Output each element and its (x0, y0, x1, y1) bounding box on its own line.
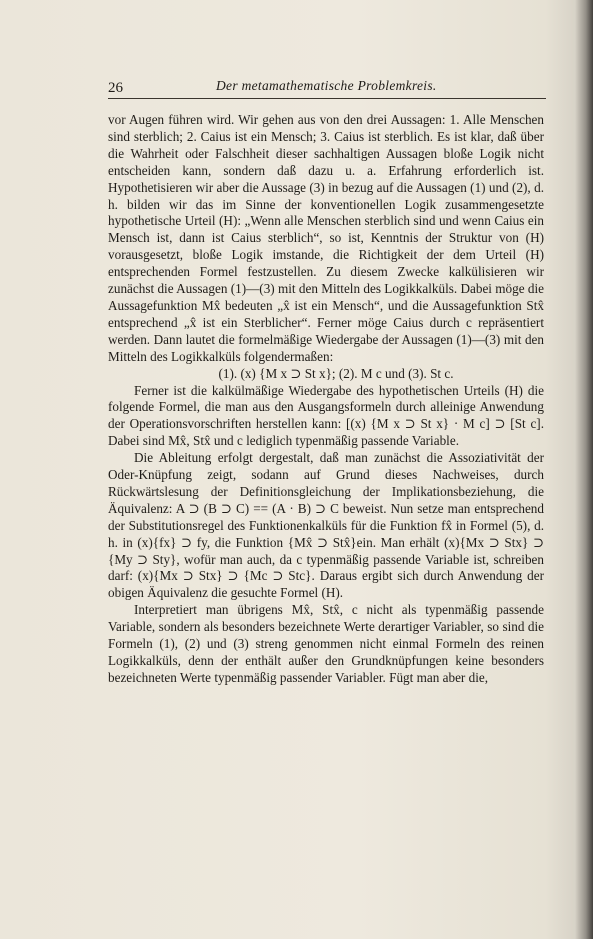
paragraph-4: Interpretiert man übrigens Mx̂, Stx̂, c nicht als typenmäßig passende Variable, sondern als besonders bezeichnete Werte derartiger Variabler, so sind die Formeln (1), (2) und (3) streng genommen nicht einmal Formeln des reinen Logikkalküls, denn der enthält außer den Grundknüpfungen keine besonders bezeichneten Werte typenmäßig passender Variabler. Fügt man aber die, (108, 602, 544, 685)
running-title: Der metamathematische Problemkreis. (216, 78, 437, 93)
paragraph-1: vor Augen führen wird. Wir gehen aus von den drei Aussagen: 1. Alle Menschen sind sterblich; 2. Caius ist ein Mensch; 3. Caius ist sterblich. Es ist klar, daß über die Wahrheit oder Falschheit dieser sachhaltigen Aussagen bloße Logik nicht entscheiden kann, sondern daß dazu u. a. Erfahrung erforderlich ist. Hypothetisieren wir aber die Aussage (3) in bezug auf die Aussagen (1) und (2), d. h. bilden wir das im Sinne der konventionellen Logik zusammengesetzte hypothetische Urteil (H): „Wenn alle Menschen sterblich sind und wenn Caius ein Mensch ist, dann ist Caius sterblich“, so ist, Kenntnis der Struktur von (H) vorausgesetzt, bloße Logik imstande, die Richtigkeit der dem Urteil (H) entsprechenden Formel festzustellen. Zu diesem Zwecke kalkülisieren wir zunächst die Aussagen (1)—(3) mit den Mitteln des Logikkalküls. Dabei möge die Aussagefunktion Mx̂ bedeuten „x̂ ist ein Mensch“, und die Aussagefunktion Stx̂ entsprechend „x̂ ist ein Sterblicher“. Ferner möge Caius durch c repräsentiert werden. Dann lautet die formelmäßige Wiedergabe der Aussagen (1)—(3) mit den Mitteln des Logikkalküls folgendermaßen: (108, 112, 544, 364)
paragraph-2: Ferner ist die kalkülmäßige Wiedergabe des hypothetischen Urteils (H) die folgende Formel, die man aus den Ausgangsformeln durch alleinige Anwendung der Operationsvorschriften herstellen kann: [(x) {M x ⊃ St x} · M c] ⊃ [St c]. Dabei sind Mx̂, Stx̂ und c lediglich typenmäßig passende Variable. (108, 382, 544, 449)
page-number: 26 (108, 80, 123, 96)
page-header (108, 78, 546, 99)
page-edge-shadow (575, 0, 593, 939)
paragraph-3: Die Ableitung erfolgt dergestalt, daß man zunächst die Assoziativität der Oder-Knüpfung zeigt, sodann auf Grund dieses Nachweises, durch Rückwärtslesung der Definitionsgleichung der Implikationsbeziehung, die Äquivalenz: A ⊃ (B ⊃ C) == (A · B) ⊃ C beweist. Nun setze man entsprechend der Substitutionsregel des Funktionenkalküls für die Funktion fx̂ in Formel (5), d. h. in (x){fx} ⊃ fy, die Funktion {Mx̂ ⊃ Stx̂}ein. Man erhält (x){Mx ⊃ Stx} ⊃ {My ⊃ Sty}, wofür man auch, da c typenmäßig passende Variable ist, schreiben darf: (x){Mx ⊃ Stx} ⊃ {Mc ⊃ Stc}. Daraus ergibt sich durch Anwendung der obigen Äquivalenz die gesuchte Formel (H). (108, 450, 544, 601)
body-text (108, 112, 544, 687)
formula-line: (1). (x) {M x ⊃ St x}; (2). M c und (3). St c. (218, 365, 454, 381)
